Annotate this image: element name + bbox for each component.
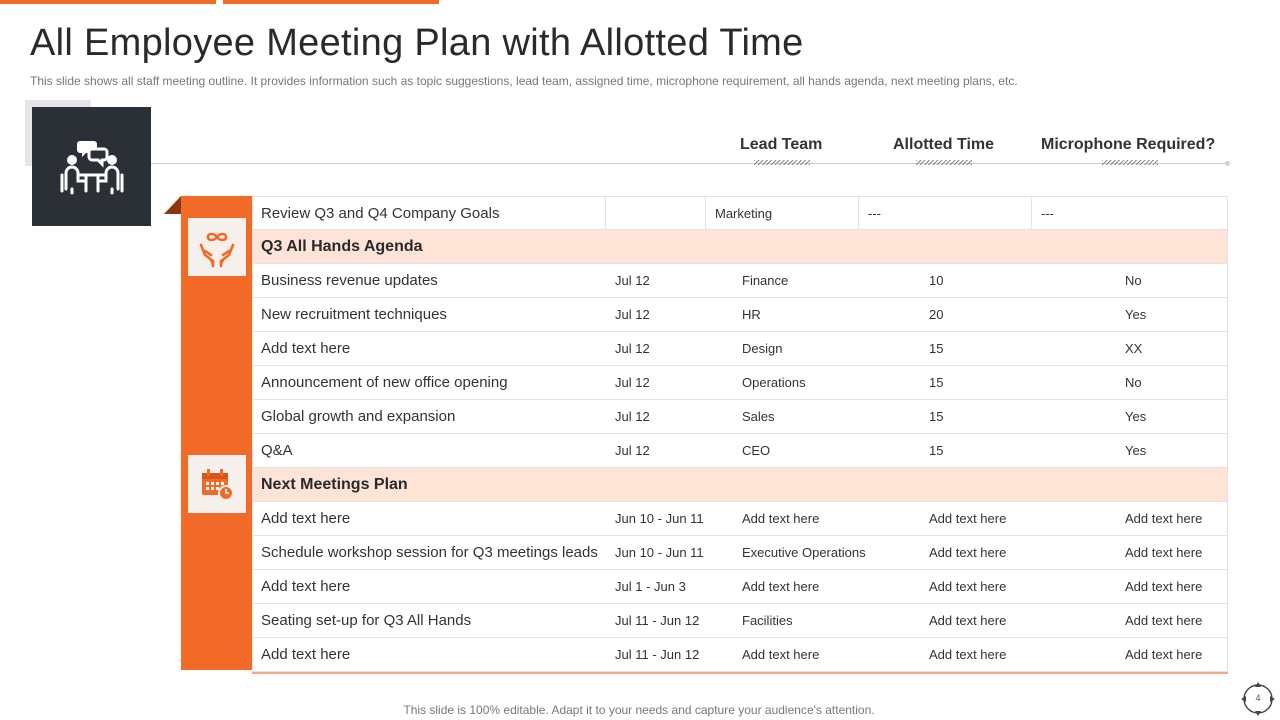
row-lead-team: Design (742, 341, 783, 356)
row-microphone: Add text here (1125, 647, 1203, 662)
row-microphone: No (1125, 375, 1142, 390)
page-number: 4 (1255, 693, 1261, 703)
row-date: Jul 1 - Jun 3 (615, 579, 686, 594)
row-date: Jul 12 (615, 273, 650, 288)
row-topic: Add text here (261, 340, 351, 357)
row-microphone: Yes (1125, 409, 1147, 424)
column-header-microphone: Microphone Required? (1041, 136, 1216, 153)
row-lead-team: Add text here (742, 579, 820, 594)
row-allotted-time: 15 (929, 409, 944, 424)
row-topic: Add text here (261, 578, 351, 595)
row-topic: New recruitment techniques (261, 306, 447, 323)
row-date: Jul 11 - Jun 12 (615, 613, 700, 628)
calendar-clock-icon (188, 455, 246, 513)
row-lead-team: Executive Operations (742, 545, 866, 560)
cell-divider (605, 197, 606, 229)
row-microphone: Add text here (1125, 545, 1203, 560)
row-lead-team: Facilities (742, 613, 793, 628)
row-microphone: --- (1041, 205, 1054, 221)
section-title: Next Meetings Plan (261, 475, 408, 493)
row-date: Jul 12 (615, 443, 650, 458)
top-accent-bar-right (223, 0, 439, 4)
row-allotted-time: Add text here (929, 647, 1007, 662)
table-row (252, 638, 1228, 672)
table-row (252, 264, 1228, 298)
slide-footer: This slide is 100% editable. Adapt it to your needs and capture your audience's attention. (403, 703, 875, 717)
meeting-plan-table (252, 196, 1228, 674)
row-topic: Add text here (261, 646, 351, 663)
table-row (252, 196, 1228, 230)
slide-subtitle: This slide shows all staff meeting outline. It provides information such as topic suggestions, lead team, assigned time, microphone requirement, all hands agenda, next meeting plans, etc. (30, 74, 1018, 88)
table-row (252, 332, 1228, 366)
header-divider-dot (1225, 161, 1230, 166)
row-topic: Add text here (261, 510, 351, 527)
row-allotted-time: 10 (929, 273, 944, 288)
lead-team-underline (754, 160, 810, 165)
row-lead-team: Finance (742, 273, 789, 288)
row-microphone: Yes (1125, 443, 1147, 458)
row-topic: Seating set-up for Q3 All Hands (261, 612, 472, 629)
column-header-allotted-time: Allotted Time (893, 136, 995, 153)
meeting-people-icon (32, 107, 151, 226)
table-row (252, 366, 1228, 400)
row-allotted-time: 15 (929, 341, 944, 356)
row-topic: Announcement of new office opening (261, 374, 508, 391)
top-accent-bar-left (0, 0, 216, 4)
row-lead-team: Add text here (742, 511, 820, 526)
row-date: Jul 12 (615, 307, 650, 322)
row-lead-team: HR (742, 307, 761, 322)
slide-title: All Employee Meeting Plan with Allotted Time (30, 22, 804, 64)
row-allotted-time: Add text here (929, 579, 1007, 594)
row-microphone: Add text here (1125, 579, 1203, 594)
row-lead-team: Sales (742, 409, 775, 424)
row-date: Jul 11 - Jun 12 (615, 647, 700, 662)
cell-divider (705, 197, 706, 229)
section-title: Q3 All Hands Agenda (261, 237, 423, 255)
row-date: Jul 12 (615, 409, 650, 424)
row-allotted-time: 15 (929, 375, 944, 390)
table-row (252, 434, 1228, 468)
cell-divider (1031, 197, 1032, 229)
column-header-lead-team: Lead Team (740, 136, 823, 153)
row-lead-team: Operations (742, 375, 806, 390)
table-row (252, 298, 1228, 332)
row-lead-team: Add text here (742, 647, 820, 662)
row-allotted-time: 15 (929, 443, 944, 458)
row-topic: Schedule workshop session for Q3 meetings leads (261, 544, 598, 561)
table-row (252, 536, 1228, 570)
row-topic: Global growth and expansion (261, 408, 456, 425)
row-date: Jul 12 (615, 375, 650, 390)
row-allotted-time: Add text here (929, 545, 1007, 560)
row-microphone: Add text here (1125, 613, 1203, 628)
table-row (252, 570, 1228, 604)
table-row (252, 400, 1228, 434)
table-row (252, 502, 1228, 536)
microphone-underline (1102, 160, 1158, 165)
row-date: Jun 10 - Jun 11 (615, 511, 704, 526)
row-lead-team: Marketing (715, 205, 773, 221)
row-date: Jul 12 (615, 341, 650, 356)
allotted-time-underline (916, 160, 972, 165)
row-microphone: Yes (1125, 307, 1147, 322)
row-topic: Review Q3 and Q4 Company Goals (261, 204, 500, 222)
side-bar-fold (164, 196, 181, 214)
section-header-agenda (252, 230, 1228, 264)
table-row (252, 604, 1228, 638)
row-allotted-time: Add text here (929, 511, 1007, 526)
section-header-next-meetings (252, 468, 1228, 502)
row-lead-team: CEO (742, 443, 771, 458)
row-microphone: Add text here (1125, 511, 1203, 526)
row-microphone: XX (1125, 341, 1143, 356)
row-allotted-time: 20 (929, 307, 944, 322)
row-topic: Q&A (261, 442, 293, 459)
header-divider (151, 163, 1228, 164)
row-allotted-time: --- (868, 205, 881, 221)
row-allotted-time: Add text here (929, 613, 1007, 628)
cell-divider (858, 197, 859, 229)
hands-infinity-icon (188, 218, 246, 276)
row-topic: Business revenue updates (261, 272, 438, 289)
row-microphone: No (1125, 273, 1142, 288)
row-date: Jun 10 - Jun 11 (615, 545, 704, 560)
